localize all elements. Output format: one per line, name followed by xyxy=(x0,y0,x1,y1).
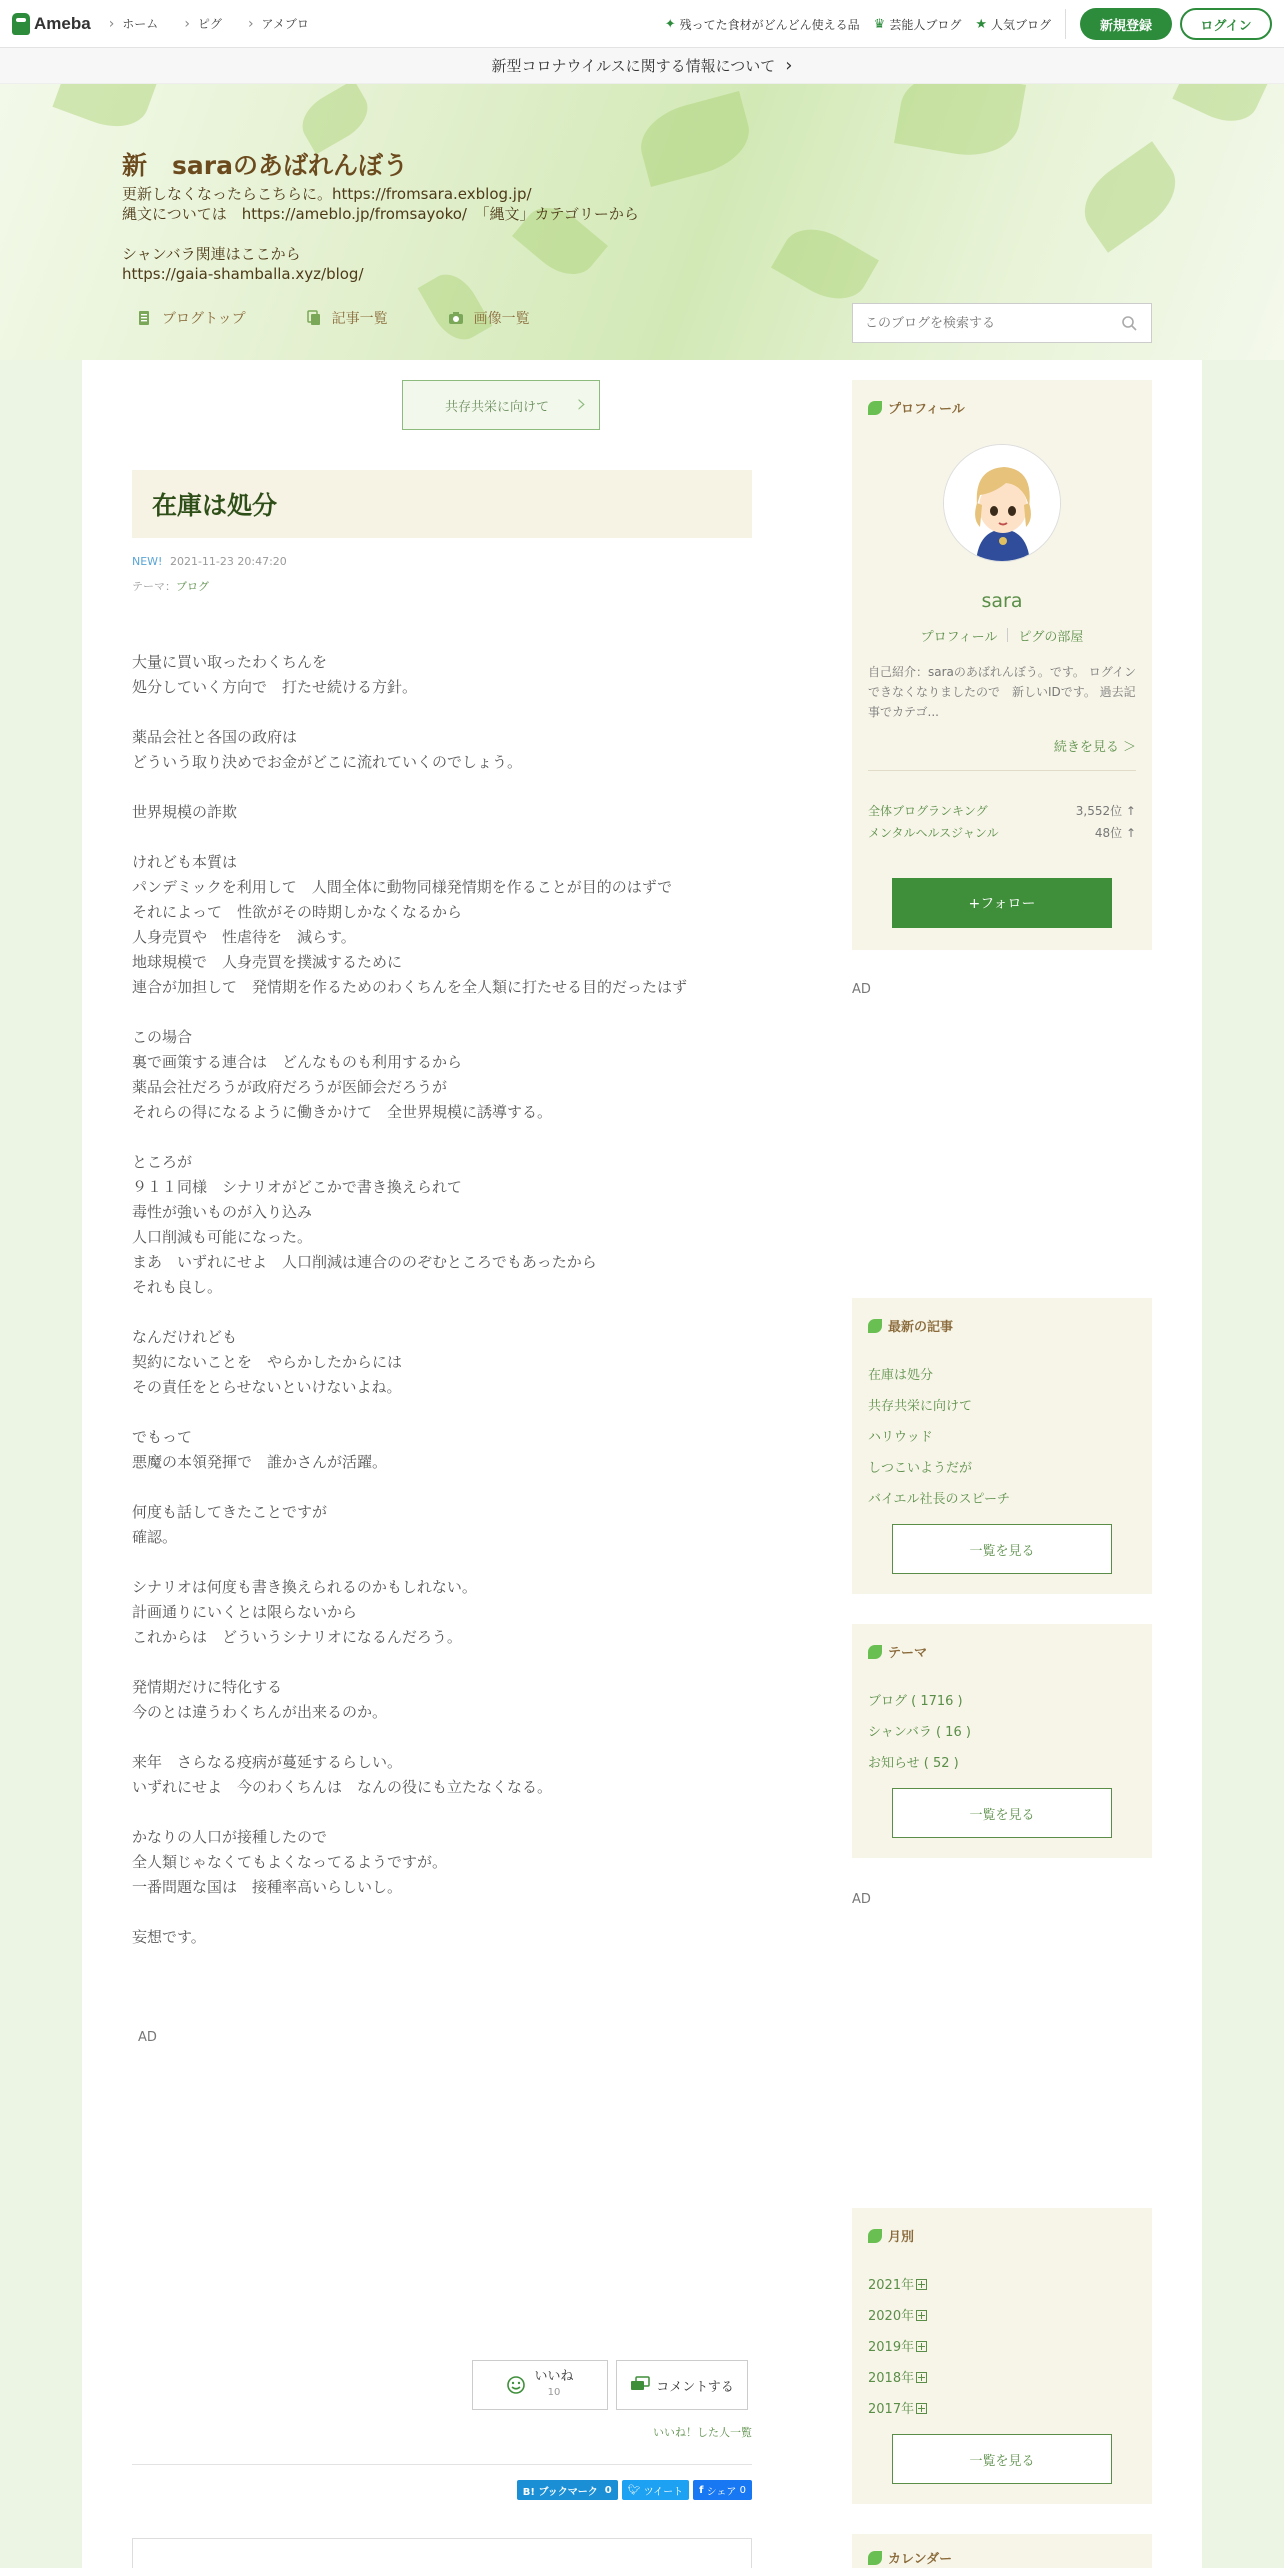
monthly-heading xyxy=(868,2226,914,2245)
ad-label: AD xyxy=(138,2030,157,2045)
rank-genre-value: 48位 ↑ xyxy=(1094,826,1136,840)
smile-icon xyxy=(506,2375,526,2395)
article-line xyxy=(132,1475,752,1500)
link-popular-blog[interactable] xyxy=(975,16,1051,33)
article-line: 大量に買い取ったわくちんを xyxy=(132,653,328,671)
profile-links xyxy=(852,626,1152,645)
like-button[interactable] xyxy=(472,2360,608,2410)
copy-icon xyxy=(306,310,322,326)
article-line: 人身売買や 性虐待を 減らす。 xyxy=(132,928,356,946)
theme-link[interactable]: シャンバラ ( 16 ) xyxy=(868,1725,971,1740)
profile-heading-text: プロフィール xyxy=(888,402,965,417)
article-line: その責任をとらせないといけないよね。 xyxy=(132,1378,402,1396)
next-section-box xyxy=(132,2538,752,2568)
article-line xyxy=(132,825,752,850)
ad-label: AD xyxy=(852,1892,871,1907)
theme-link[interactable]: ブログ xyxy=(176,580,209,593)
blog-search xyxy=(852,303,1152,343)
link-recipe[interactable] xyxy=(665,16,860,33)
rank-overall-value: 3,552位 ↑ xyxy=(1075,804,1136,818)
expand-icon[interactable] xyxy=(916,2372,927,2383)
article-line: 全人類じゃなくてもよくなってるようですが。 xyxy=(132,1853,448,1871)
profile-name: sara xyxy=(981,590,1023,612)
article-line xyxy=(132,1550,752,1575)
leaf-icon xyxy=(868,2551,882,2565)
recent-articles-card xyxy=(852,1298,1152,1594)
article-line: 一番問題な国は 接種率高いらしいし。 xyxy=(132,1878,403,1896)
crown-icon: ♛ xyxy=(873,16,886,32)
article-line: まあ いずれにせよ 人口削減は連合ののぞむところでもあったから xyxy=(132,1253,597,1271)
pigg-room-link[interactable]: ピグの部屋 xyxy=(1018,630,1084,645)
article-line: それも良し。 xyxy=(132,1278,223,1296)
nav-pigg[interactable]: › ピグ xyxy=(184,15,222,32)
document-icon xyxy=(136,310,152,326)
leaf-decoration xyxy=(52,84,157,138)
leaf-decoration xyxy=(894,84,1026,164)
article-line: 確認。 xyxy=(132,1528,178,1546)
article-line: 今のとは違うわくちんが出来るのか。 xyxy=(132,1703,388,1721)
tweet-label: ツイート xyxy=(643,2486,684,2498)
article-line: 何度も話してきたことですが xyxy=(132,1503,328,1521)
month-link[interactable] xyxy=(868,2305,927,2324)
article-theme xyxy=(132,578,209,594)
blog-description xyxy=(122,184,639,284)
recent-article-link[interactable]: ハリウッド xyxy=(868,1430,933,1445)
article-line: かなりの人口が接種したので xyxy=(132,1828,328,1846)
notice-text: 新型コロナウイルスに関する情報について xyxy=(491,57,776,75)
like-label-group xyxy=(534,2369,573,2401)
nav-image-list[interactable] xyxy=(448,308,530,328)
link-popular-label: 人気ブログ xyxy=(990,17,1051,32)
leaf-decoration xyxy=(633,91,757,187)
fb-label: シェア xyxy=(706,2486,737,2498)
article-line: シナリオは何度も書き換えられるのかもしれない。 xyxy=(132,1578,477,1596)
rank-genre xyxy=(868,824,1136,841)
profile-intro: 自己紹介：saraのあばれんぼう。です。 ログインできなくなりましたので 新しいIDです。 過去記事でカテゴ... xyxy=(868,665,1137,719)
logo-text: Ameba xyxy=(34,13,91,33)
prev-article-label: 共存共栄に向けて xyxy=(445,399,550,415)
article-line: 計画通りにいくとは限らないから xyxy=(132,1603,358,1621)
profile-heading xyxy=(868,398,965,417)
article-line: ところが xyxy=(132,1153,193,1171)
expand-icon[interactable] xyxy=(916,2310,927,2321)
monthly-heading-text: 月別 xyxy=(888,2230,915,2245)
nav-home[interactable]: › ホーム xyxy=(109,15,159,32)
article-body xyxy=(132,650,752,1950)
comment-label: コメントする xyxy=(656,2379,734,2395)
article-line xyxy=(132,1800,752,1825)
camera-icon xyxy=(448,310,464,326)
month-label: 2018年 xyxy=(868,2371,915,2386)
article-line xyxy=(132,1300,752,1325)
month-link[interactable] xyxy=(868,2367,927,2386)
month-link[interactable] xyxy=(868,2274,927,2293)
article-line: パンデミックを利用して 人間全体に動物同様発情期を作ることが目的のはずで xyxy=(132,878,673,896)
recent-heading-text: 最新の記事 xyxy=(888,1320,954,1335)
register-button[interactable]: 新規登録 xyxy=(1080,8,1172,40)
monthly-card xyxy=(852,2208,1152,2504)
profile-more-link[interactable]: 続きを見る ＞ xyxy=(1053,740,1136,755)
global-header xyxy=(0,0,1284,48)
like-list-link[interactable]: いいね！した人一覧 xyxy=(653,2426,752,2439)
nav-blog-top-label: ブログトップ xyxy=(162,311,246,327)
theme-label: テーマ： xyxy=(132,580,176,593)
leaf-icon xyxy=(868,1319,882,1333)
global-nav xyxy=(109,15,335,32)
article-line xyxy=(132,1725,752,1750)
rank-overall xyxy=(868,802,1136,819)
desc-line: シャンバラ関連はここから xyxy=(122,245,301,263)
month-label: 2020年 xyxy=(868,2309,915,2324)
article-line: 薬品会社だろうが政府だろうが医師会だろうが xyxy=(132,1078,448,1096)
recent-article-link[interactable]: しつこいようだが xyxy=(868,1461,973,1476)
month-label: 2019年 xyxy=(868,2340,915,2355)
prev-article-button[interactable] xyxy=(402,380,600,430)
star-icon: ★ xyxy=(975,16,987,32)
chevron-right-icon: › xyxy=(576,389,587,419)
desc-line: 縄文については https://ameblo.jp/fromsayoko/ 「縄文」カテゴリーから xyxy=(122,205,639,223)
link-recipe-label: 残ってた食材がどんどん使える品 xyxy=(679,17,860,32)
leaf-decoration xyxy=(1070,141,1190,252)
blog-header xyxy=(0,84,1284,360)
share-buttons xyxy=(513,2480,752,2500)
leaf-decoration xyxy=(1172,84,1267,132)
article-line: いずれにせよ 今のわくちんは なんの役にも立たなくなる。 xyxy=(132,1778,553,1796)
article-line: これからは どういうシナリオになるんだろう。 xyxy=(132,1628,462,1646)
nav-image-list-label: 画像一覧 xyxy=(473,311,530,327)
recent-article-link[interactable]: バイエル社長のスピーチ xyxy=(868,1492,1010,1507)
new-badge: NEW! xyxy=(132,555,163,568)
article-line: 契約にないことを やらかしたからには xyxy=(132,1353,403,1371)
blog-nav xyxy=(136,308,590,328)
main-container xyxy=(82,360,1202,2568)
search-input[interactable] xyxy=(865,316,1105,331)
article-line xyxy=(132,1650,752,1675)
divider xyxy=(132,2464,752,2465)
month-label: 2017年 xyxy=(868,2402,915,2417)
article-line: それによって 性欲がその時期しかなくなるから xyxy=(132,903,463,921)
comment-button[interactable] xyxy=(616,2360,748,2410)
theme-link[interactable]: お知らせ ( 52 ) xyxy=(868,1756,959,1771)
article-line: でもって xyxy=(132,1428,193,1446)
login-button[interactable]: ログイン xyxy=(1180,8,1272,40)
follow-button[interactable]: +フォロー xyxy=(892,878,1112,928)
recent-article-link[interactable]: 共存共栄に向けて xyxy=(868,1399,973,1414)
article-line: 裏で画策する連合は どんなものも利用するから xyxy=(132,1053,463,1071)
recent-more-button[interactable]: 一覧を見る xyxy=(892,1524,1112,1574)
twitter-icon: 🐦︎ xyxy=(627,2484,641,2496)
article-line: 発情期だけに特化する xyxy=(132,1678,283,1696)
header-right xyxy=(651,8,1272,40)
divider xyxy=(868,770,1136,771)
fb-count: 0 xyxy=(739,2484,746,2496)
nav-article-list-label: 記事一覧 xyxy=(331,311,388,327)
theme-heading-text: テーマ xyxy=(888,1646,928,1661)
article-line: 世界規模の詐欺 xyxy=(132,803,238,821)
article-title: 在庫は処分 xyxy=(132,470,752,538)
article-line: 来年 さらなる疫病が蔓延するらしい。 xyxy=(132,1753,403,1771)
chevron-right-icon: › xyxy=(785,55,793,76)
expand-icon[interactable] xyxy=(916,2403,927,2414)
calendar-card xyxy=(852,2534,1152,2568)
monthly-more-button[interactable]: 一覧を見る xyxy=(892,2434,1112,2484)
theme-link[interactable]: ブログ ( 1716 ) xyxy=(868,1694,963,1709)
profile-link[interactable]: プロフィール xyxy=(920,630,998,645)
article-line xyxy=(132,775,752,800)
link-celebrity-label: 芸能人ブログ xyxy=(889,17,962,32)
profile-card xyxy=(852,380,1152,950)
recent-article-link[interactable]: 在庫は処分 xyxy=(868,1368,934,1383)
ad-label: AD xyxy=(852,982,871,997)
rank-genre-label[interactable]: メンタルヘルスジャンル xyxy=(868,826,999,840)
nav-blog-top[interactable] xyxy=(136,308,246,328)
hatena-bookmark-button[interactable] xyxy=(517,2480,618,2500)
article-line: 処分していく方向で 打たせ続ける方針。 xyxy=(132,678,418,696)
divider xyxy=(1007,628,1008,642)
link-celebrity-blog[interactable] xyxy=(874,16,962,33)
leaf-icon xyxy=(868,1645,882,1659)
nav-article-list[interactable] xyxy=(306,308,388,328)
article-line xyxy=(132,1000,752,1025)
sparkle-icon: ✦ xyxy=(664,16,676,32)
article-line: 地球規模で 人身売買を撲滅するために xyxy=(132,953,403,971)
article-line xyxy=(132,700,752,725)
ameba-mascot-icon xyxy=(12,13,30,35)
article-line: 悪魔の本領発揮で 誰かさんが活躍。 xyxy=(132,1453,388,1471)
like-label: いいね xyxy=(534,2369,574,2384)
hatena-label: B! ブックマーク xyxy=(522,2486,598,2498)
article-datetime: 2021-11-23 20:47:20 xyxy=(169,555,287,568)
month-label: 2021年 xyxy=(868,2278,915,2293)
facebook-share-button[interactable] xyxy=(693,2480,752,2500)
calendar-heading xyxy=(868,2548,952,2567)
article-line: 人口削減も可能になった。 xyxy=(132,1228,313,1246)
blog-title[interactable]: 新 saraのあばれんぼう xyxy=(122,151,408,180)
tweet-button[interactable] xyxy=(622,2480,689,2500)
reaction-buttons xyxy=(472,2360,748,2410)
article-meta xyxy=(132,555,287,568)
leaf-decoration xyxy=(293,84,377,154)
article-line: どういう取り決めでお金がどこに流れていくのでしょう。 xyxy=(132,753,523,771)
article-line: けれども本質は xyxy=(132,853,238,871)
article-line xyxy=(132,1125,752,1150)
facebook-icon: f xyxy=(699,2484,704,2496)
avatar-image xyxy=(944,445,1061,562)
ameba-logo[interactable] xyxy=(12,13,91,35)
leaf-icon xyxy=(868,401,882,415)
comment-icon xyxy=(630,2376,650,2394)
rank-overall-label[interactable]: 全体ブログランキング xyxy=(868,804,988,818)
month-link[interactable] xyxy=(868,2336,927,2355)
article-line: この場合 xyxy=(132,1028,193,1046)
article-line xyxy=(132,1900,752,1925)
article-line xyxy=(132,1400,752,1425)
header-divider xyxy=(1065,9,1066,39)
article-line: 毒性が強いものが入り込み xyxy=(132,1203,313,1221)
desc-line: https://gaia-shamballa.xyz/blog/ xyxy=(122,265,364,283)
search-icon[interactable] xyxy=(1121,315,1137,331)
article-line: 連合が加担して 発情期を作るためのわくちんを全人類に打たせる目的だったはず xyxy=(132,978,688,996)
calendar-heading-text: カレンダー xyxy=(888,2552,953,2567)
theme-card xyxy=(852,1624,1152,1858)
recent-heading xyxy=(868,1316,953,1335)
expand-icon[interactable] xyxy=(916,2279,927,2290)
leaf-icon xyxy=(868,2229,882,2243)
month-link[interactable] xyxy=(868,2398,927,2417)
article-line: ９１１同様 シナリオがどこかで書き換えられて xyxy=(132,1178,462,1196)
nav-ameblo[interactable]: › アメブロ xyxy=(248,15,309,32)
covid-notice-link[interactable] xyxy=(0,48,1284,84)
desc-line: 更新しなくなったらこちらに。https://fromsara.exblog.jp/ xyxy=(122,185,532,203)
expand-icon[interactable] xyxy=(916,2341,927,2352)
theme-more-button[interactable]: 一覧を見る xyxy=(892,1788,1112,1838)
article-line: なんだけれども xyxy=(132,1328,238,1346)
avatar[interactable] xyxy=(943,444,1061,562)
hatena-count: 0 xyxy=(604,2484,612,2496)
theme-heading xyxy=(868,1642,927,1661)
desc-spacer xyxy=(122,224,639,244)
like-count: 10 xyxy=(547,2387,561,2398)
article-line: 妄想です。 xyxy=(132,1928,206,1946)
leaf-decoration xyxy=(771,216,879,313)
article-line: 薬品会社と各国の政府は xyxy=(132,728,298,746)
article-line: それらの得になるように働きかけて 全世界規模に誘導する。 xyxy=(132,1103,553,1121)
